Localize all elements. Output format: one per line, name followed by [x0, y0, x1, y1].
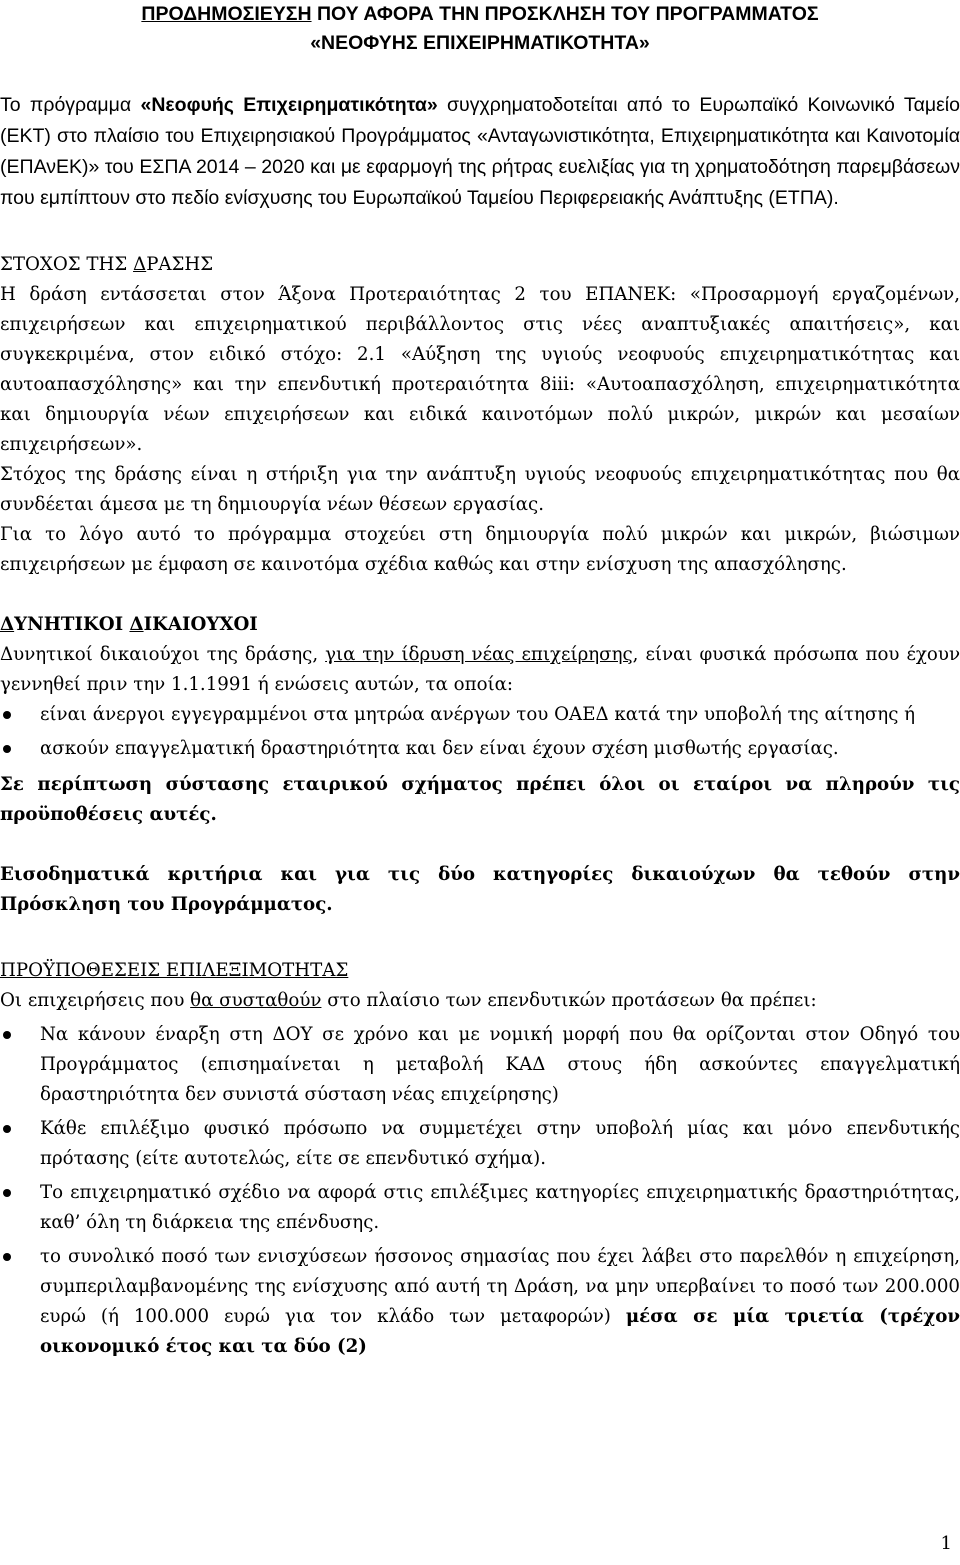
beneficiaries-heading	[0, 610, 960, 640]
goal-paragraph-2: Στόχος της δράσης είναι η στήριξη για την ανάπτυξη υγιούς νεοφυούς επιχειρηματικότητας που θα συνδέεται άμεσα με τη δημιουργία νέων θέσεων εργασίας.	[0, 464, 960, 515]
beneficiaries-heading-ul1: Δ	[0, 614, 15, 635]
list-item	[0, 1242, 960, 1362]
list-item-text: Κάθε επιλέξιμο φυσικό πρόσωπο να συμμετέχει στην υποβολή μίας και μόνο επενδυτικής πρότασης (είτε αυτοτελώς, είτε σε επενδυτικό σχήμα).	[40, 1118, 960, 1169]
bullet-icon	[3, 711, 11, 719]
partnership-note: Σε περίπτωση σύστασης εταιρικού σχήματος πρέπει όλοι οι εταίροι να πληρούν τις προϋποθέσεις αυτές.	[0, 774, 960, 825]
eligibility-intro	[0, 986, 960, 1016]
bullet-icon	[3, 1253, 11, 1261]
bullet-icon	[3, 1189, 11, 1197]
list-item-text: Το επιχειρηματικό σχέδιο να αφορά στις επιλέξιμες κατηγορίες επιχειρηματικής δραστηριότητας, καθ’ όλη τη διάρκεια της επένδυσης.	[40, 1182, 960, 1233]
list-item-text: Να κάνουν έναρξη στη ΔΟΥ σε χρόνο και με νομική μορφή που θα ορίζονται στον Οδηγό του Προγράμματος (επισημαίνεται η μεταβολή ΚΑΔ στους ήδη ασκούντες επαγγελματική δραστηριότητα δεν συνιστά σύσταση νέας επιχείρησης)	[40, 1024, 960, 1105]
title-line-2: «ΝΕΟΦΥΗΣ ΕΠΙΧΕΙΡΗΜΑΤΙΚΟΤΗΤΑ»	[310, 32, 650, 54]
page-number: 1	[940, 1533, 952, 1554]
list-item-bold-text: μέσα σε μία τριετία (τρέχον οικονομικό έτος και τα δύο (2)	[40, 1306, 960, 1357]
intro-pre: Το πρόγραμμα	[0, 94, 141, 116]
intro-post: συγχρηματοδοτείται από το Ευρωπαϊκό Κοινωνικό Ταμείο (ΕΚΤ) στο πλαίσιο του Επιχειρησιακού Προγράμματος «Ανταγωνιστικότητα, Επιχειρηματικότητα και Καινοτομία (ΕΠΑνΕΚ)» του ΕΣΠΑ 2014 – 2020 και με εφαρμογή της ρήτρας ευελιξίας για τη χρηματοδότηση παρεμβάσεων που εμπίπτουν στο πεδίο ενίσχυσης του Ευρωπαϊκού Ταμείου Περιφερειακής Ανάπτυξης (ΕΤΠΑ).	[0, 94, 960, 209]
goal-heading-pre: ΣΤΟΧΟΣ ΤΗΣ	[0, 254, 134, 275]
title-line-1-rest: ΠΟΥ ΑΦΟΡΑ ΤΗΝ ΠΡΟΣΚΛΗΣΗ ΤΟΥ ΠΡΟΓΡΑΜΜΑΤΟΣ	[311, 3, 819, 25]
beneficiaries-paragraph	[0, 640, 960, 700]
eligibility-heading: ΠΡΟΫΠΟΘΕΣΕΙΣ ΕΠΙΛΕΞΙΜΟΤΗΤΑΣ	[0, 960, 349, 981]
list-item	[0, 1114, 960, 1174]
beneficiaries-underlined: για την ίδρυση νέας επιχείρησης	[325, 644, 633, 665]
list-item-text: είναι άνεργοι εγγεγραμμένοι στα μητρώα ανέργων του ΟΑΕΔ κατά την υποβολή της αίτησης ή	[40, 704, 916, 725]
beneficiaries-post: , είναι φυσικά πρόσωπα που έχουν γεννηθεί πριν την 1.1.1991 ή ενώσεις αυτών, τα οποία:	[0, 644, 960, 695]
document-title	[0, 0, 960, 58]
beneficiaries-pre: Δυνητικοί δικαιούχοι της δράσης,	[0, 644, 326, 665]
goal-heading-post: ΡΑΣΗΣ	[146, 254, 214, 275]
list-item	[0, 1178, 960, 1238]
bullet-icon	[3, 745, 11, 753]
beneficiaries-heading-mid: ΥΝΗΤΙΚΟΙ	[14, 614, 130, 635]
list-item	[0, 734, 960, 764]
goal-paragraph-3: Για το λόγο αυτό το πρόγραμμα στοχεύει στη δημιουργία πολύ μικρών και μικρών, βιώσιμων επιχειρήσεων με έμφαση σε καινοτόμα σχέδια καθώς και στην ενίσχυση της απασχόλησης.	[0, 524, 960, 575]
eligibility-intro-pre: Οι επιχειρήσεις που	[0, 990, 191, 1011]
eligibility-list	[0, 1020, 960, 1362]
goal-heading	[0, 250, 960, 280]
bullet-icon	[3, 1031, 11, 1039]
eligibility-intro-underlined: θα συσταθούν	[190, 990, 322, 1011]
title-underlined-word: ΠΡΟΔΗΜΟΣΙΕΥΣΗ	[141, 3, 312, 25]
list-item	[0, 1020, 960, 1110]
program-name: «Νεοφυής Επιχειρηματικότητα»	[140, 94, 438, 116]
beneficiaries-list	[0, 700, 960, 764]
beneficiaries-heading-ul2: Δ	[129, 614, 144, 635]
intro-paragraph	[0, 90, 960, 214]
bullet-icon	[3, 1125, 11, 1133]
beneficiaries-heading-post: ΙΚΑΙΟΥΧΟΙ	[143, 614, 258, 635]
eligibility-intro-post: στο πλαίσιο των επενδυτικών προτάσεων θα πρέπει:	[321, 990, 817, 1011]
list-item-text: ασκούν επαγγελματική δραστηριότητα και δεν είναι έχουν σχέση μισθωτής εργασίας.	[40, 738, 839, 759]
title-line-1	[0, 0, 960, 29]
list-item	[0, 700, 960, 730]
goal-paragraph-1: Η δράση εντάσσεται στον Άξονα Προτεραιότητας 2 του ΕΠΑΝΕΚ: «Προσαρμογή εργαζομένων, επιχειρήσεων και επιχειρηματικού περιβάλλοντος στις νέες αναπτυξιακές απαιτήσεις», και συγκεκριμένα, στον ειδικό στόχο: 2.1 «Αύξηση της υγιούς νεοφυούς επιχειρηματικότητας και αυτοαπασχόλησης» και την επενδυτική προτεραιότητα 8iii: «Αυτοαπασχόληση, επιχειρηματικότητα και δημιουργία νέων επιχειρήσεων και ειδικά καινοτόμων πολύ μικρών, μικρών και μεσαίων επιχειρήσεων».	[0, 284, 960, 455]
goal-heading-ul: Δ	[133, 254, 147, 275]
list-item-text: το συνολικό ποσό των ενισχύσεων ήσσονος σημασίας που έχει λάβει στο παρελθόν η επιχείρηση, συμπεριλαμβανομένης της ενίσχυσης από αυτή τη Δράση, να μην υπερβαίνει το ποσό των 200.000 ευρώ (ή 100.000 ευρώ για τον κλάδο των μεταφορών)	[40, 1246, 960, 1327]
income-criteria-note: Εισοδηματικά κριτήρια και για τις δύο κατηγορίες δικαιούχων θα τεθούν στην Πρόσκληση του Προγράμματος.	[0, 864, 960, 915]
